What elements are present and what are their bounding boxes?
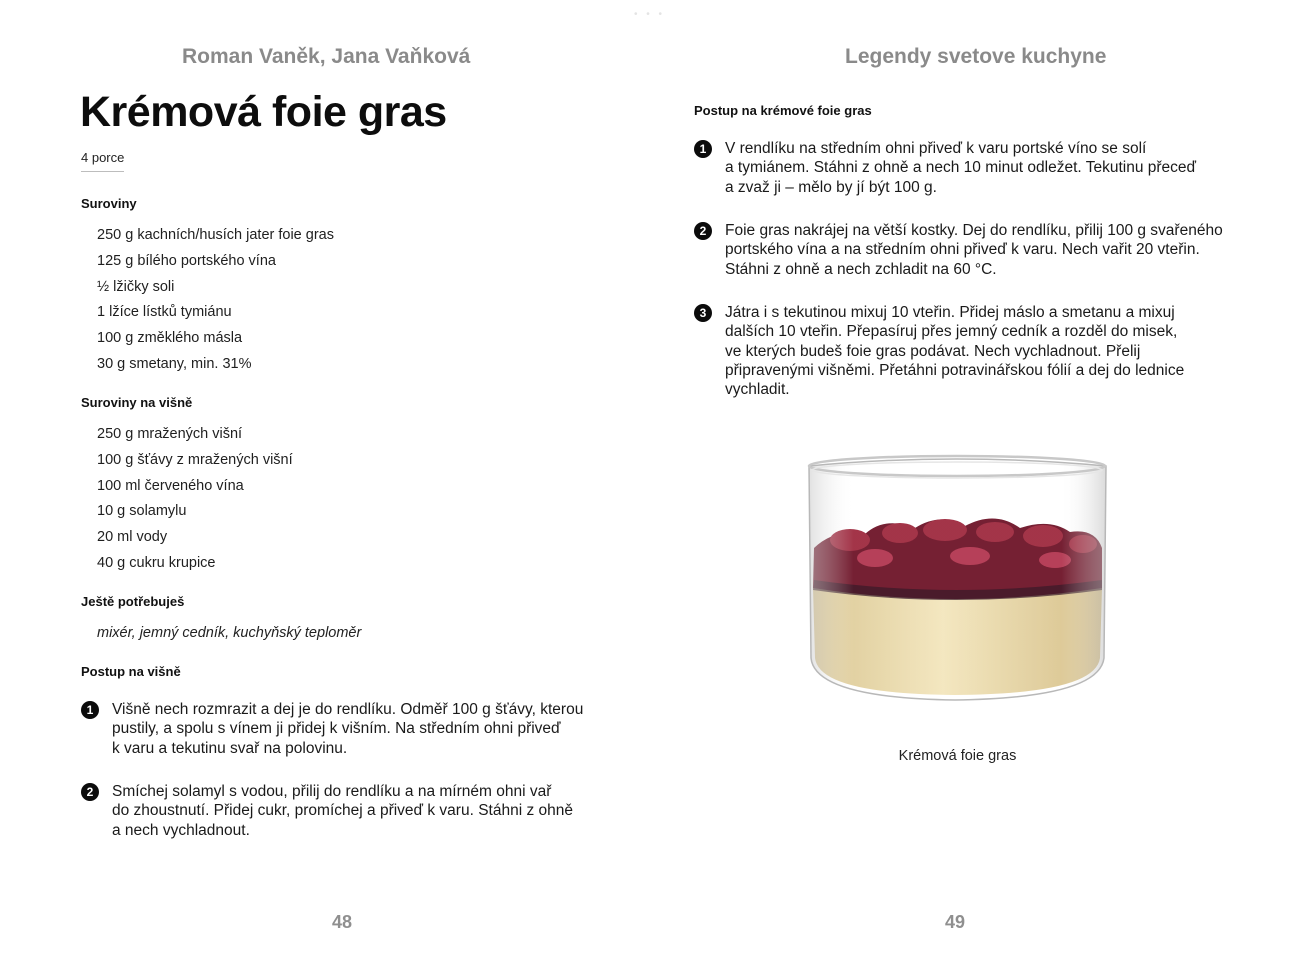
step-number-badge: 2 bbox=[694, 222, 712, 240]
window-indicator: • • • bbox=[634, 9, 666, 20]
ingredients-list bbox=[97, 223, 334, 378]
step-number-badge: 1 bbox=[694, 140, 712, 158]
cherry-ingredient-item: 10 g solamylu bbox=[97, 503, 187, 520]
author-running-head: Roman Vaněk, Jana Vaňková bbox=[182, 45, 471, 68]
glass bbox=[809, 459, 1106, 700]
step-number-badge: 2 bbox=[81, 783, 99, 801]
method-step bbox=[694, 303, 1244, 399]
cherry-step bbox=[81, 782, 591, 840]
ingredient-item: 125 g bílého portského vína bbox=[97, 252, 276, 269]
step-text: Foie gras nakrájej na větší kostky. Dej do rendlíku, přilij 100 g svařeného portského vína a na středním ohni přiveď k varu. Nech vařit 20 vteřin. Stáhni z ohně a nech zchladit na 60 °C. bbox=[725, 222, 1223, 278]
cherry-method-heading: Postup na višně bbox=[81, 664, 181, 679]
portions: 4 porce bbox=[81, 150, 124, 172]
step-text: Višně nech rozmrazit a dej je do rendlíku. Odměř 100 g šťávy, kterou pustily, a spolu s vínem ji přidej k višním. Na středním ohni přiveď k varu a tekutinu svař na polovinu. bbox=[112, 701, 584, 757]
method-step bbox=[694, 221, 1244, 279]
right-page bbox=[650, 0, 1300, 975]
step-text: Smíchej solamyl s vodou, přilij do rendlíku a na mírném ohni vař do zhoustnutí. Přidej cukr, promíchej a přiveď k varu. Stáhni z ohně a nech vychladnout. bbox=[112, 783, 573, 839]
cherry-ingredient-item: 20 ml vody bbox=[97, 529, 168, 546]
book-running-head: Legendy svetove kuchyne bbox=[845, 45, 1107, 68]
ingredients-heading: Suroviny bbox=[81, 196, 137, 211]
ingredient-item: 30 g smetany, min. 31% bbox=[97, 355, 252, 372]
method-step bbox=[694, 139, 1244, 197]
page-number: 48 bbox=[332, 912, 353, 932]
cherry-ingredient-item: 100 g šťávy z mražených višní bbox=[97, 451, 293, 468]
ingredient-item: 100 g změklého másla bbox=[97, 330, 243, 347]
ingredient-item: 1 lžíce lístků tymiánu bbox=[97, 304, 232, 321]
cherry-ingredient-item: 40 g cukru krupice bbox=[97, 554, 216, 571]
tools-heading: Ještě potřebuješ bbox=[81, 594, 185, 609]
cherry-ingredient-item: 250 g mražených višní bbox=[97, 426, 243, 442]
step-text: Játra i s tekutinou mixuj 10 vteřin. Přidej máslo a smetanu a mixuj dalších 10 vteřin. Přepasíruj přes jemný cedník a rozděl do misek, ve kterých budeš foie gras podávat. Nech vychladnout. Přelij připravenými višněmi. Přetáhni potravinářskou fólií a dej do lednice vychladit. bbox=[725, 304, 1185, 399]
cherry-step bbox=[81, 700, 591, 758]
step-number-badge: 1 bbox=[81, 701, 99, 719]
cherry-ingredients-list bbox=[97, 422, 293, 577]
ingredient-item: ½ lžičky soli bbox=[97, 278, 175, 295]
tools-list: mixér, jemný cedník, kuchyňský teploměr bbox=[97, 625, 362, 641]
page-number: 49 bbox=[945, 912, 966, 932]
step-number-badge: 3 bbox=[694, 304, 712, 322]
cherry-ingredients-heading: Suroviny na višně bbox=[81, 395, 193, 410]
foie-gras-glass-photo bbox=[805, 448, 1110, 703]
photo-caption: Krémová foie gras bbox=[898, 748, 1017, 764]
step-text: V rendlíku na středním ohni přiveď k varu portské víno se solí a tymiánem. Stáhni z ohně a nech 10 minut odležet. Tekutinu přeceď a zvaž ji – mělo by jí být 100 g. bbox=[725, 140, 1197, 196]
cherry-ingredient-item: 100 ml červeného vína bbox=[97, 477, 244, 494]
ingredient-item: 250 g kachních/husích jater foie gras bbox=[97, 227, 334, 243]
method-heading: Postup na krémové foie gras bbox=[694, 103, 872, 118]
recipe-title: Krémová foie gras bbox=[80, 88, 447, 136]
